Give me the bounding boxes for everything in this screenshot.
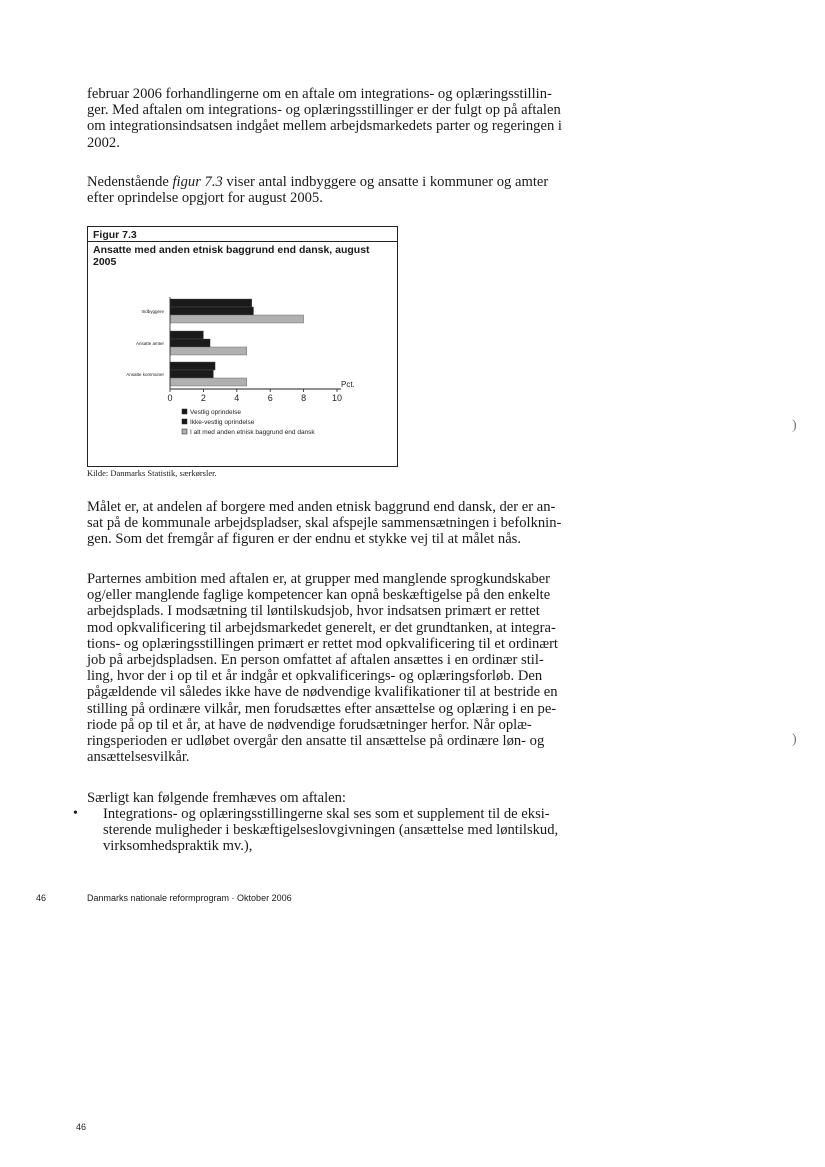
x-tick-label: 4 xyxy=(234,393,240,403)
bullet-marker: • xyxy=(73,806,78,821)
text-line: ansættelsesvilkår. xyxy=(87,749,190,766)
bar xyxy=(170,370,213,378)
text-line: ling, hvor der i op til et år indgår et opkvalificerings- og oplæringsforløb. Den xyxy=(87,668,543,685)
paragraph-highlights xyxy=(87,790,587,806)
text-line: pågældende vil således ikke have de nødvendige kvalifikationer til at bestride en xyxy=(87,684,558,701)
text-line: job på arbejdspladsen. En person omfattet af aftalen ansættes i en ordinær stil- xyxy=(87,652,544,669)
paragraph-goal xyxy=(87,499,587,548)
figure-label: Figur 7.3 xyxy=(93,229,137,241)
bar xyxy=(170,339,210,347)
text-line: 2002. xyxy=(87,134,120,151)
x-tick-label: 2 xyxy=(200,393,206,403)
text-line: ringsperioden er udløbet overgår den ansatte til ansættelse på ordinære løn- og xyxy=(87,733,545,750)
text-line: sat på de kommunale arbejdspladser, skal afspejle sammensætningen i befolknin- xyxy=(87,515,562,532)
paragraph-intro xyxy=(87,86,587,151)
figure-divider xyxy=(88,241,397,242)
figure-source: Kilde: Danmarks Statistik, særkørsler. xyxy=(87,468,217,478)
legend-swatch xyxy=(182,419,187,424)
bar-chart xyxy=(88,261,397,466)
bar xyxy=(170,315,304,323)
text-line: og/eller manglende faglige kompetencer kan opnå beskæftigelse på den enkelte xyxy=(87,587,551,604)
text-line: Integrations- og oplæringsstillingerne skal ses som et supplement til de eksi- xyxy=(103,806,550,822)
footer-page-number: 46 xyxy=(36,893,47,903)
legend-label: Vestlig oprindelse xyxy=(190,409,241,416)
text-line: arbejdsplads. I modsætning til løntilskudsjob, hvor indsatsen primært er rettet xyxy=(87,603,540,620)
text-line: virksomhedspraktik mv.), xyxy=(103,838,253,855)
figure-title: Ansatte med anden etnisk baggrund end dansk, august 2005 xyxy=(93,244,370,268)
x-tick-label: 0 xyxy=(167,393,173,403)
x-tick-label: 6 xyxy=(267,393,273,403)
bar xyxy=(170,378,247,386)
text-line: om integrationsindsatsen indgået mellem arbejdsmarkedets parter og regeringen i xyxy=(87,118,562,135)
x-tick-label: 8 xyxy=(301,393,307,403)
legend-swatch xyxy=(182,429,187,434)
text-line: tions- og oplæringsstillingen primært er rettet mod opkvalificering til et ordinært xyxy=(87,635,558,652)
category-label: Ansatte amter xyxy=(135,341,164,346)
text-line: Parternes ambition med aftalen er, at grupper med manglende sprogkundskaber xyxy=(87,571,551,587)
bottom-page-number: 46 xyxy=(76,1122,87,1132)
text-line: sterende muligheder i beskæftigelseslovgivningen (ansættelse med løntilskud, xyxy=(103,822,559,839)
text-line: Nedenstående figur 7.3 viser antal indbyggere og ansatte i kommuner og amter xyxy=(87,174,549,190)
text-line: efter oprindelse opgjort for august 2005. xyxy=(87,190,323,207)
bar xyxy=(170,331,203,339)
margin-mark: ) xyxy=(792,732,797,747)
paragraph-figure-reference xyxy=(87,174,587,206)
text-line: ger. Med aftalen om integrations- og oplæringsstillinger er der fulgt op på aftalen xyxy=(87,102,561,119)
text-line: Særligt kan følgende fremhæves om aftalen: xyxy=(87,790,346,806)
bar xyxy=(170,299,252,307)
footer-publication: Danmarks nationale reformprogram · Oktober 2006 xyxy=(87,893,292,903)
text-line: mod opkvalificering til arbejdsmarkedet generelt, er det grundtanken, at integra- xyxy=(87,619,556,636)
text-line: Målet er, at andelen af borgere med anden etnisk baggrund end dansk, der er an- xyxy=(87,499,556,515)
paragraph-ambition xyxy=(87,571,587,765)
text-line: februar 2006 forhandlingerne om en aftale om integrations- og oplæringsstillin- xyxy=(87,86,552,102)
x-tick-label: 10 xyxy=(331,393,343,403)
bar xyxy=(170,362,215,370)
text-line: gen. Som det fremgår af figuren er der endnu et stykke vej til at målet nås. xyxy=(87,531,522,548)
category-label: Ansatte kommuner xyxy=(126,372,164,377)
margin-mark: ) xyxy=(792,418,797,433)
category-label: Indbyggere xyxy=(141,309,164,314)
figure-box xyxy=(87,226,398,467)
bullet-item xyxy=(103,806,587,855)
text-line: riode på op til et år, at have de nødvendige forudsætninger herfor. Når oplæ- xyxy=(87,716,532,733)
figure-reference: figur 7.3 xyxy=(172,174,223,190)
legend-swatch xyxy=(182,409,187,414)
x-axis-unit: Pct. xyxy=(341,380,355,389)
bar xyxy=(170,347,247,355)
text-line: stilling på ordinære vilkår, men forudsættes efter ansættelse og oplæring i en pe- xyxy=(87,700,557,717)
bar xyxy=(170,307,254,315)
legend-label: I alt med anden etnisk baggrund end dansk xyxy=(190,429,315,436)
legend-label: Ikke-vestlig oprindelse xyxy=(190,419,255,426)
